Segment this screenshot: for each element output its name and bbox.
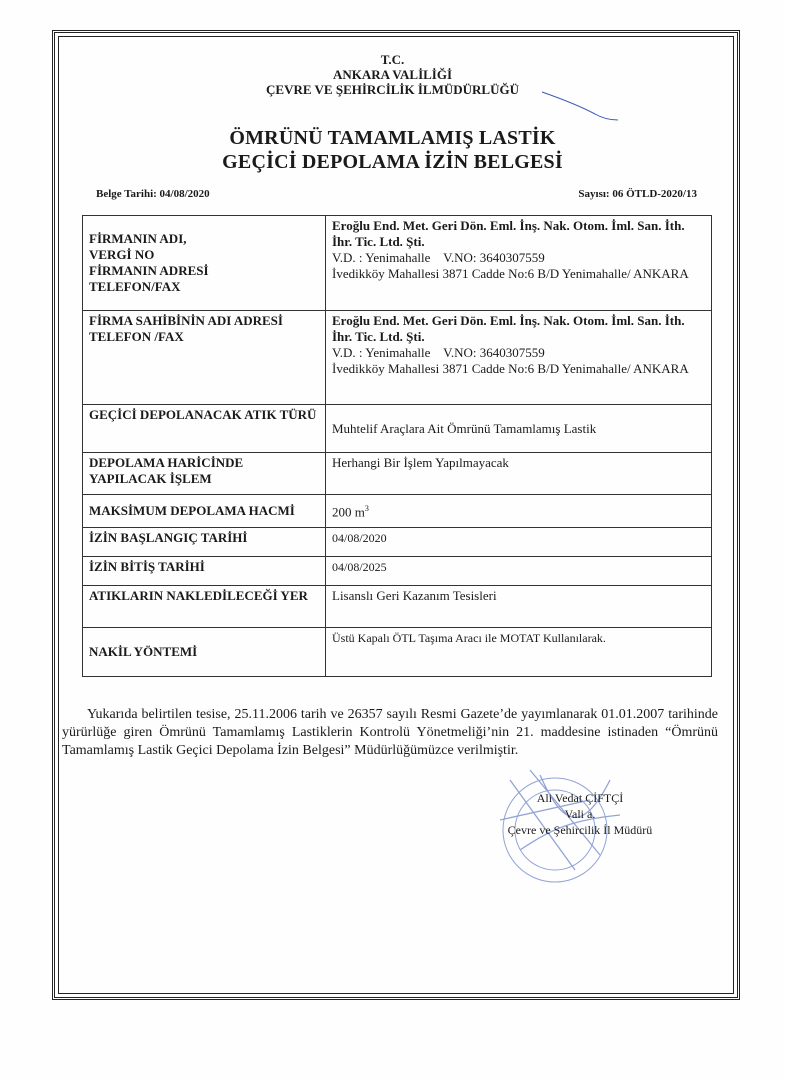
transport-method-label: NAKİL YÖNTEMİ — [83, 628, 326, 677]
signatory-name: Ali Vedat ÇİFTÇİ — [536, 791, 624, 805]
owner-label-line: TELEFON /FAX — [89, 329, 184, 344]
end-label: İZİN BİTİŞ TARİHİ — [83, 557, 326, 586]
table-row-volume — [83, 495, 712, 528]
volume-value — [326, 495, 712, 528]
permit-statement: Yukarıda belirtilen tesise, 25.11.2006 tarih ve 26357 sayılı Resmi Gazete’de yayımlanarak 01.01.2007 tarihinde yürürlüğe giren Ömrünü Tamamlamış Lastiklerin Kontrolü Yönetmeliği’nin 21. maddesine istinaden “Ömrünü Tamamlamış Lastik Geçici Depolama İzin Belgesi” Müdürlüğümüzce verilmiştir. — [62, 707, 718, 758]
owner-value — [326, 311, 712, 405]
table-row-start — [83, 528, 712, 557]
firm-tax: V.D. : Yenimahalle V.NO: 3640307559 — [332, 250, 545, 265]
table-row-transport-method — [83, 628, 712, 677]
header-line-governorship: ANKARA VALİLİĞİ — [332, 67, 453, 82]
firm-label-line: TELEFON/FAX — [89, 279, 181, 294]
permit-details-table — [82, 215, 712, 677]
start-label: İZİN BAŞLANGIÇ TARİHİ — [83, 528, 326, 557]
handwritten-mark — [540, 88, 620, 128]
firm-label-line: FİRMANIN ADRESİ — [89, 263, 209, 278]
start-value: 04/08/2020 — [326, 528, 712, 557]
signatory-title: Çevre ve Şehircilik İl Müdürü — [507, 823, 653, 837]
volume-label: MAKSİMUM DEPOLAMA HACMİ — [83, 495, 326, 528]
title-line-1: ÖMRÜNÜ TAMAMLAMIŞ LASTİK — [229, 127, 556, 149]
owner-address: İvedikköy Mahallesi 3871 Cadde No:6 B/D Yenimahalle/ ANKARA — [332, 361, 689, 376]
owner-tax: V.D. : Yenimahalle V.NO: 3640307559 — [332, 345, 545, 360]
transport-place-label: ATIKLARIN NAKLEDİLECEĞİ YER — [83, 586, 326, 628]
transport-method-value: Üstü Kapalı ÖTL Taşıma Aracı ile MOTAT Kullanılarak. — [326, 628, 712, 677]
header-line-tc: T.C. — [380, 52, 405, 67]
header-line-directorate: ÇEVRE VE ŞEHİRCİLİK İLMÜDÜRLÜĞÜ — [266, 82, 519, 97]
issuer-header — [0, 52, 785, 97]
table-row-process — [83, 453, 712, 495]
owner-name: Eroğlu End. Met. Geri Dön. Eml. İnş. Nak. Otom. İml. San. İth. İhr. Tic. Ltd. Şti. — [332, 313, 685, 344]
volume-amount: 200 m — [332, 504, 365, 520]
firm-name: Eroğlu End. Met. Geri Dön. Eml. İnş. Nak. Otom. İml. San. İth. İhr. Tic. Ltd. Şti. — [332, 218, 685, 249]
firm-value — [326, 216, 712, 311]
signatory-role: Vali a. — [564, 807, 596, 821]
document-number: Sayısı: 06 ÖTLD-2020/13 — [578, 188, 697, 200]
waste-label: GEÇİCİ DEPOLANACAK ATIK TÜRÜ — [83, 405, 326, 453]
firm-label — [83, 216, 326, 311]
firm-address: İvedikköy Mahallesi 3871 Cadde No:6 B/D Yenimahalle/ ANKARA — [332, 266, 689, 281]
table-row-waste — [83, 405, 712, 453]
firm-label-line: VERGİ NO — [89, 247, 155, 262]
document-date: Belge Tarihi: 04/08/2020 — [96, 188, 210, 200]
table-row-owner — [83, 311, 712, 405]
waste-value: Muhtelif Araçlara Ait Ömrünü Tamamlamış Lastik — [326, 405, 712, 453]
firm-label-line: FİRMANIN ADI, — [89, 231, 187, 246]
table-row-transport-place — [83, 586, 712, 628]
process-value: Herhangi Bir İşlem Yapılmayacak — [326, 453, 712, 495]
document-title — [0, 126, 785, 174]
owner-label-line: FİRMA SAHİBİNİN ADI ADRESİ — [89, 313, 283, 328]
title-line-2: GEÇİCİ DEPOLAMA İZİN BELGESİ — [222, 151, 563, 173]
process-label: DEPOLAMA HARİCİNDE YAPILACAK İŞLEM — [83, 453, 326, 495]
table-row-end — [83, 557, 712, 586]
volume-unit-exponent: 3 — [364, 504, 369, 514]
table-row-firm — [83, 216, 712, 311]
owner-label — [83, 311, 326, 405]
end-value: 04/08/2025 — [326, 557, 712, 586]
transport-place-value: Lisanslı Geri Kazanım Tesisleri — [326, 586, 712, 628]
signature-block — [470, 790, 690, 838]
